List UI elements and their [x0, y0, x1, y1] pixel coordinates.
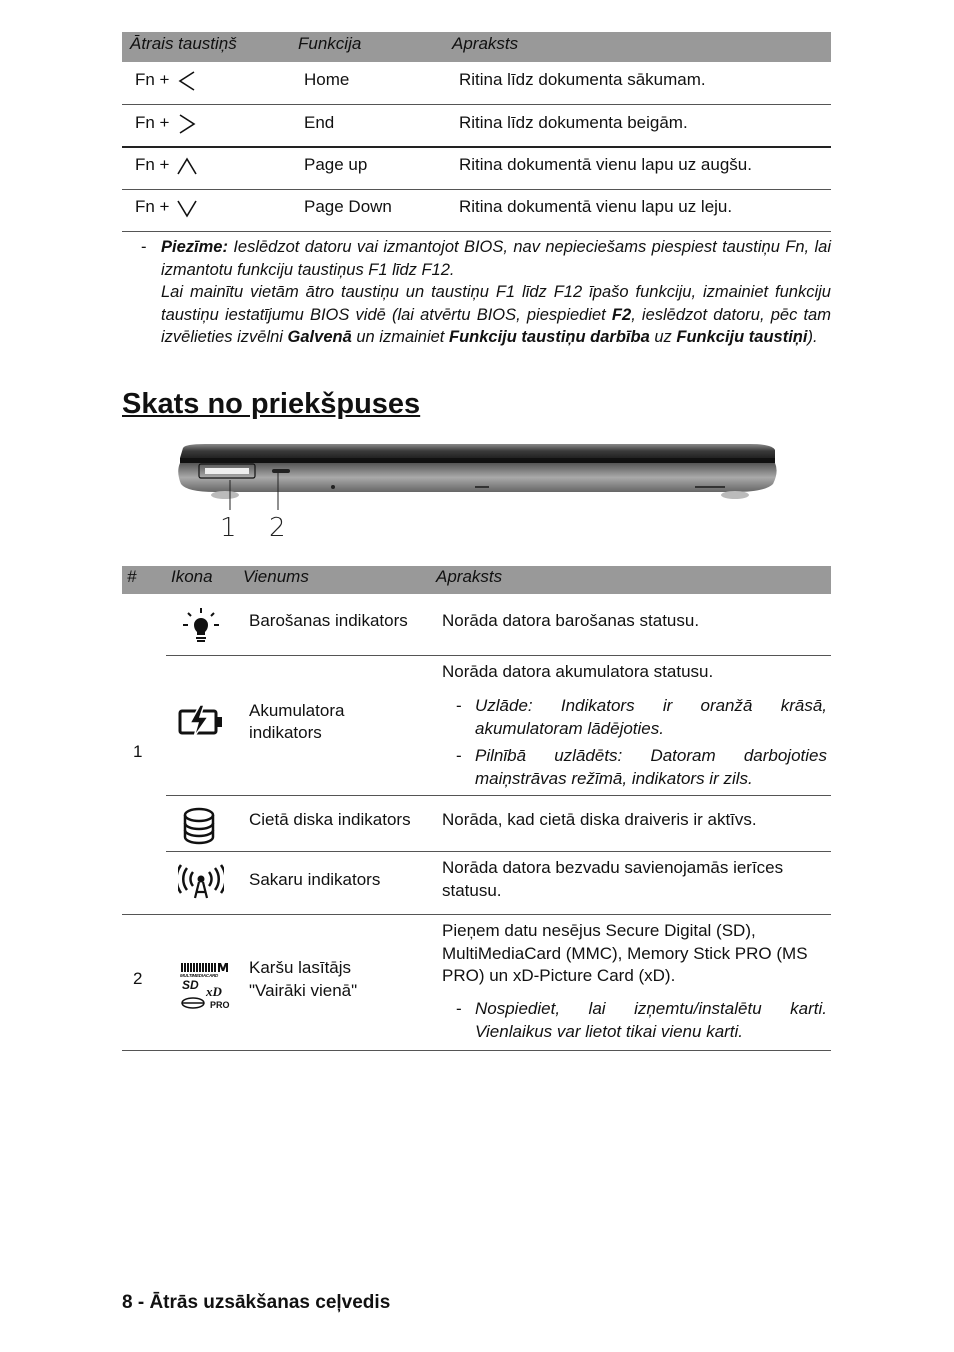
divider [166, 851, 831, 852]
hotkey-row-pagedown [122, 190, 831, 232]
hotkey-function: Page Down [304, 197, 392, 216]
hotkey-description: Ritina dokumentā vienu lapu uz leju. [459, 197, 733, 216]
note-paragraph-2 [161, 281, 831, 349]
bullet-dash: - [456, 696, 462, 715]
header-item: Vienums [243, 567, 309, 586]
wireless-indicator-icon [178, 864, 224, 900]
battery-item-line1: Akumulatora [249, 701, 345, 720]
group-number-2: 2 [133, 969, 143, 988]
note-function-key-behavior: Funkciju taustiņu darbība [448, 328, 650, 347]
hotkey-function: Page up [304, 155, 368, 174]
header-hotkey: Ātrais taustiņš [130, 34, 237, 53]
battery-full-note: Pilnībā uzlādēts: Datoram darbojoties maiņstrāvas režīmā, indikators ir zils. [475, 746, 827, 788]
divider [122, 914, 831, 915]
divider [122, 1050, 831, 1051]
laptop-front-image [175, 440, 780, 550]
bullet-dash: - [456, 746, 462, 765]
divider [122, 146, 831, 148]
wireless-item: Sakaru indikators [249, 870, 381, 889]
header-icon: Ikona [171, 567, 213, 586]
hotkey-description: Ritina līdz dokumenta sākumam. [459, 70, 706, 89]
header-description: Apraksts [436, 567, 503, 586]
hotkey-key: Fn + [135, 70, 170, 89]
battery-description: Norāda datora akumulatora statusu. [442, 662, 714, 681]
hotkey-description: Ritina līdz dokumenta beigām. [459, 113, 688, 132]
battery-indicator-icon [178, 704, 224, 738]
hdd-indicator-icon [181, 806, 217, 846]
cardreader-item-line2: "Vairāki vienā" [249, 981, 358, 1000]
note-label: Piezīme: [161, 238, 228, 256]
battery-item-line2: indikators [249, 723, 322, 742]
hotkey-row-pageup [122, 147, 831, 190]
wireless-description: Norāda datora bezvadu savienojamās ierīces statusu. [442, 858, 784, 900]
down-arrow-icon [176, 198, 198, 220]
left-arrow-icon [176, 70, 198, 92]
bullet-dash: - [456, 999, 462, 1018]
sd-logo-text: SD [182, 978, 199, 992]
cardreader-note: Nospiediet, lai izņemtu/instalētu karti. Vienlaikus var lietot tikai vienu karti. [475, 999, 827, 1041]
hdd-description: Norāda, kad cietā diska draiveris ir aktīvs. [442, 810, 757, 829]
up-arrow-icon [176, 155, 198, 177]
divider [166, 655, 831, 656]
header-function: Funkcija [298, 34, 362, 53]
header-number: # [127, 567, 137, 586]
note-block [161, 236, 831, 349]
mmc-text: MULTIMEDIACARD [180, 973, 219, 978]
header-description: Apraksts [452, 34, 519, 53]
cardreader-description: Pieņem datu nesējus Secure Digital (SD), MultiMediaCard (MMC), Memory Stick PRO (MS PRO) un xD-Picture Card (xD). [442, 921, 808, 986]
note-text: Lai mainītu vietām ātro taustiņu un taustiņu F1 līdz F12 īpašo funkciju, izmainiet funkciju taustiņu iestatījumu BIOS vidē (lai atvērtu BIOS, piespiediet [161, 283, 831, 324]
note-f2: F2 [611, 305, 632, 324]
note-text: un izmainiet [351, 328, 449, 347]
divider [166, 795, 831, 796]
note-function-keys: Funkciju taustiņi [676, 328, 808, 347]
figure-label-2: 2 [269, 513, 286, 543]
pro-logo-text: PRO [210, 1000, 230, 1010]
hotkey-function: End [304, 113, 335, 132]
hotkey-row-end [122, 105, 831, 147]
page-footer: 8 - Ātrās uzsākšanas ceļvedis [122, 1292, 391, 1313]
note-text: uz [649, 328, 677, 347]
note-galvena: Galvenā [287, 328, 352, 347]
hotkey-function: Home [304, 70, 350, 89]
hdd-item: Cietā diska indikators [249, 810, 411, 829]
memory-stick-logo-icon [180, 996, 206, 1010]
cardreader-item-line1: Karšu lasītājs [249, 958, 352, 977]
note-text: , ieslēdzot datoru, pēc tam izvēlieties izvēlni [161, 305, 831, 347]
note-text: Ieslēdzot datoru vai izmantojot BIOS, nav nepieciešams piespiest taustiņu Fn, lai izmantotu funkciju taustiņus F1 līdz F12. [161, 238, 831, 279]
battery-charging-note: Uzlāde: Indikators ir oranžā krāsā, akumulatoram lādējoties. [475, 696, 827, 738]
power-indicator-icon [182, 607, 220, 647]
section-title: Skats no priekšpuses [122, 388, 421, 420]
front-table-header [122, 566, 831, 594]
hotkey-key: Fn + [135, 197, 170, 216]
hotkey-description: Ritina dokumentā vienu lapu uz augšu. [459, 155, 752, 174]
note-text: ). [807, 328, 818, 347]
power-description: Norāda datora barošanas statusu. [442, 611, 700, 630]
hotkey-key: Fn + [135, 113, 170, 132]
hotkey-table-header [122, 32, 831, 62]
group-number-1: 1 [133, 742, 143, 761]
hotkey-row-home [122, 62, 831, 105]
hotkey-key: Fn + [135, 155, 170, 174]
note-paragraph-1 [161, 236, 831, 281]
power-item: Barošanas indikators [249, 611, 408, 630]
card-reader-icon [180, 962, 232, 1014]
right-arrow-icon [176, 113, 198, 135]
xd-logo-text: xD [206, 984, 222, 999]
figure-label-1: 1 [220, 513, 237, 543]
note-dash: - [141, 238, 147, 256]
